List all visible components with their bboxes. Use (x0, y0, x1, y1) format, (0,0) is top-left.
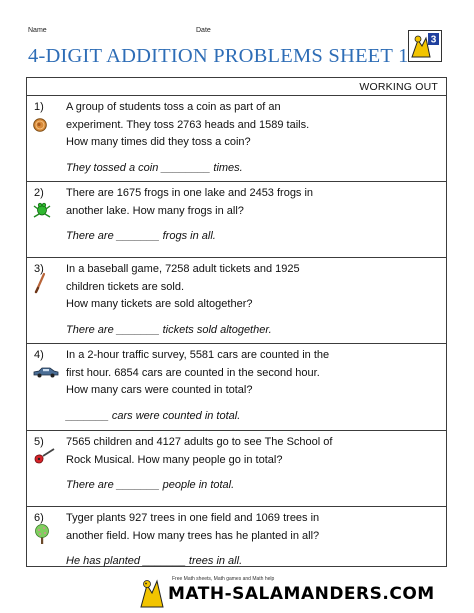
problem-number: 4) (34, 349, 44, 361)
name-label: Name (28, 27, 47, 34)
problem-sheet (26, 77, 447, 567)
working-out-label: WORKING OUT (359, 81, 438, 93)
problem-text: A group of students toss a coin as part of an experiment. They toss 2763 heads and 1589 tails. How many times did they toss a coin? They tossed a coin ________ times. (66, 99, 348, 177)
guitar-icon (33, 447, 55, 465)
problem-text: 7565 children and 4127 adults go to see The School of Rock Musical. How many people go in total? There are _______ people in total. (66, 434, 348, 495)
problem-text: Tyger plants 927 trees in one field and 1069 trees in another field. How many trees has he planted in all? He has planted _______ trees in all. (66, 510, 348, 571)
answer-line: He has planted _______ trees in all. (66, 555, 243, 567)
answer-line: There are _______ tickets sold altogether. (66, 323, 272, 336)
coin-icon (33, 118, 47, 132)
date-label: Date (196, 27, 211, 34)
salamander-logo-icon (408, 30, 442, 62)
frog-icon (33, 200, 51, 218)
footer-brand: MATH-SALAMANDERS.COM (168, 584, 435, 604)
problem-1 (27, 96, 446, 182)
problem-text: In a 2-hour traffic survey, 5581 cars are counted in the first hour. 6854 cars are counted in the second hour. How many cars were counted in total? _______ cars were counted in total. (66, 347, 348, 425)
baseball-bat-icon (33, 272, 47, 294)
answer-line: There are _______ frogs in all. (66, 230, 216, 242)
problem-number: 5) (34, 436, 44, 448)
footer (138, 573, 435, 609)
problem-5 (27, 431, 446, 507)
footer-tagline: Free Math sheets, Math games and Math help (172, 576, 275, 582)
problem-3 (27, 258, 446, 344)
problem-text: There are 1675 frogs in one lake and 2453 frogs in another lake. How many frogs in all? There are _______ frogs in all. (66, 185, 348, 246)
answer-line: They tossed a coin ________ times. (66, 161, 243, 174)
answer-line: There are _______ people in total. (66, 479, 235, 491)
problem-number: 6) (34, 512, 44, 524)
working-out-header (27, 78, 446, 96)
answer-line: _______ cars were counted in total. (66, 409, 241, 422)
problem-4 (27, 344, 446, 431)
salamander-mascot-icon (138, 575, 168, 609)
grade-number: 3 (430, 34, 437, 46)
problem-number: 3) (34, 263, 44, 275)
problem-2 (27, 182, 446, 258)
problem-text: In a baseball game, 7258 adult tickets and 1925 children tickets are sold. How many tickets are sold altogether? There are _______ tickets sold altogether. (66, 261, 348, 339)
car-icon (33, 367, 59, 378)
problem-6 (27, 507, 446, 568)
page-title: 4-DIGIT ADDITION PROBLEMS SHEET 1 (28, 45, 409, 67)
problem-number: 2) (34, 187, 44, 199)
tree-icon (33, 523, 51, 545)
problem-number: 1) (34, 101, 44, 113)
